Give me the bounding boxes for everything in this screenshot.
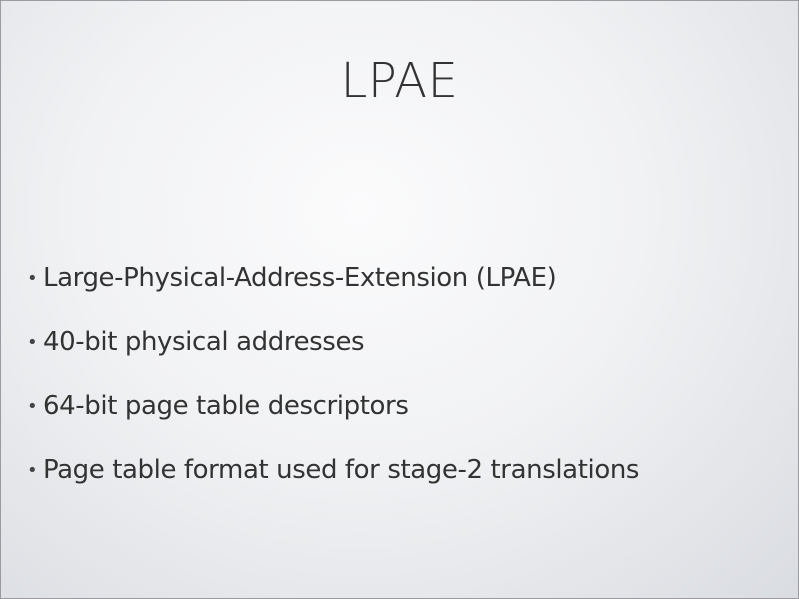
list-item [27,327,777,391]
list-item [27,391,777,455]
bullet-text: 40-bit physical addresses [43,327,365,357]
bullet-dot-icon: • [27,332,38,353]
bullet-dot-icon: • [27,268,38,289]
bullet-dot-icon: • [27,396,38,417]
list-item [27,263,777,327]
bullet-list [27,263,777,519]
list-item [27,455,777,519]
bullet-text: 64-bit page table descriptors [43,391,409,421]
bullet-text: Page table format used for stage-2 translations [43,455,640,485]
slide-title: LPAE [340,53,459,109]
bullet-dot-icon: • [27,460,38,481]
bullet-text: Large-Physical-Address-Extension (LPAE) [43,263,557,293]
